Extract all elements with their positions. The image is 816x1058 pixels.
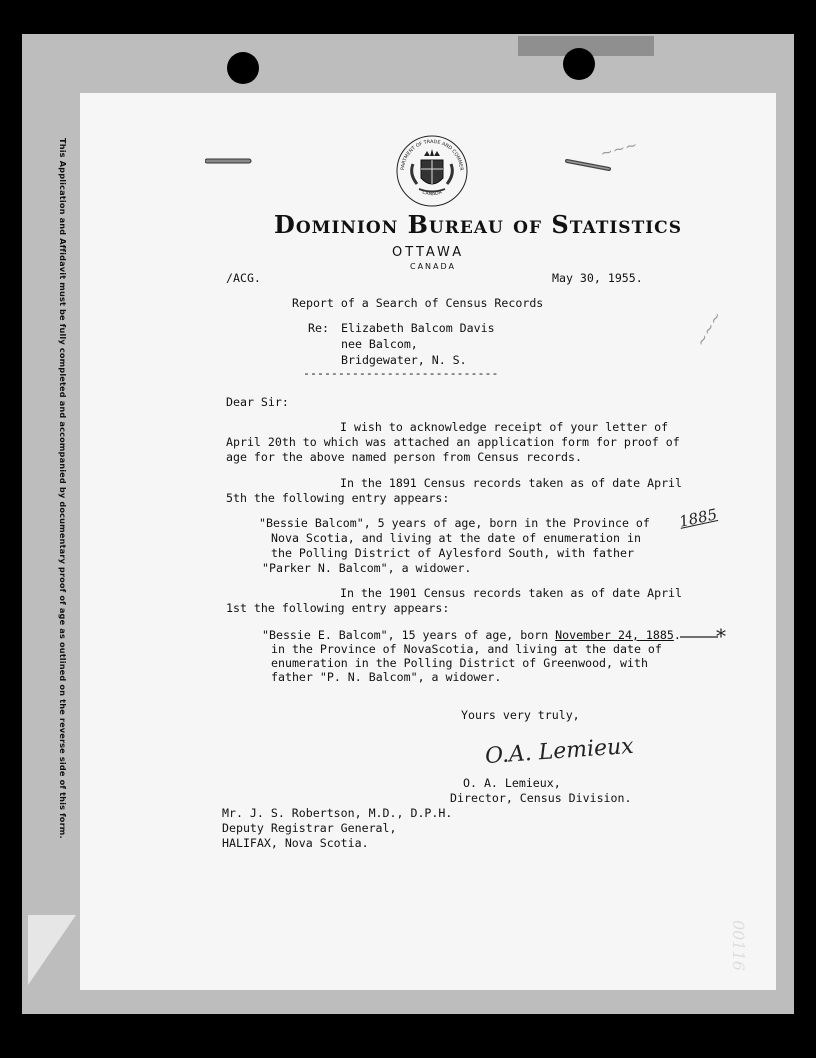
paragraph-3-line-2: 1st the following entry appears: — [226, 601, 450, 615]
crest-arc-label: PARTMENT OF TRADE AND COMMER — [400, 139, 464, 171]
paragraph-1-line-1: I wish to acknowledge receipt of your letter of — [340, 420, 669, 434]
census-1891-line-4: "Parker N. Balcom", a widower. — [262, 561, 472, 575]
re-maiden-name: nee Balcom, — [341, 337, 418, 351]
signer-name: O. A. Lemieux, — [463, 776, 561, 790]
reference-code: /ACG. — [226, 271, 261, 285]
letterhead-organization: Dominion Bureau of Statistics — [274, 210, 682, 239]
paragraph-1-line-3: age for the above named person from Census records. — [226, 450, 582, 464]
subject-line: Report of a Search of Census Records — [292, 296, 544, 310]
letterhead-city: OTTAWA — [392, 245, 465, 260]
paragraph-1-line-2: April 20th to which was attached an application form for proof of — [226, 435, 680, 449]
side-instruction — [58, 138, 72, 868]
staple-mark-right — [565, 158, 611, 172]
census-1901-line-2: in the Province of NovaScotia, and living at the date of — [271, 642, 662, 656]
census-1891-line-2: Nova Scotia, and living at the date of enumeration in — [271, 531, 641, 545]
signer-title: Director, Census Division. — [450, 791, 632, 805]
paragraph-2-line-2: 5th the following entry appears: — [226, 491, 450, 505]
census-1891-line-3: the Polling District of Aylesford South, with father — [271, 546, 634, 560]
letterhead-country: CANADA — [410, 262, 457, 271]
bleed-through-scribble: ~~~ — [691, 308, 727, 350]
census-1891-line-1: "Bessie Balcom", 5 years of age, born in the Province of — [259, 516, 650, 530]
bleed-through-scribble: ~~~ — [598, 135, 640, 163]
letter-date: May 30, 1955. — [552, 271, 643, 285]
crest-emblem — [395, 134, 469, 208]
census-1901-line-1 — [262, 628, 681, 642]
separator-line: ---------------------------- — [303, 366, 499, 380]
re-name: Elizabeth Balcom Davis — [341, 321, 495, 335]
paragraph-2-line-1: In the 1891 Census records taken as of date April — [340, 476, 683, 490]
census-1901-line-1-start: "Bessie E. Balcom", 15 years of age, born — [262, 628, 556, 642]
staple-mark-left — [205, 157, 253, 165]
folded-corner — [28, 915, 76, 985]
side-instruction-text: This Application and Affidavit must be fully completed and accompanied by documentary proof of age as outlined on the reverse side of this form. — [58, 138, 68, 839]
margin-annotation-year: 1885 — [677, 505, 719, 531]
handwritten-underline-extension — [680, 634, 720, 640]
birth-date-underlined: November 24, 1885 — [555, 628, 674, 642]
census-1901-line-3: enumeration in the Polling District of Greenwood, with — [271, 656, 648, 670]
paragraph-3-line-1: In the 1901 Census records taken as of date April — [340, 586, 683, 600]
asterisk-mark: * — [716, 624, 726, 648]
census-1901-line-1-end: . — [673, 628, 681, 642]
closing: Yours very truly, — [461, 708, 580, 722]
re-label: Re: — [308, 321, 329, 335]
salutation: Dear Sir: — [226, 395, 289, 409]
edge-file-mark: 00116 — [729, 920, 748, 971]
recipient-title: Deputy Registrar General, — [222, 821, 397, 835]
recipient-location: HALIFAX, Nova Scotia. — [222, 836, 369, 850]
punch-hole-left — [227, 52, 259, 84]
crest-country-label: CANADA — [421, 190, 443, 198]
census-1901-line-4: father "P. N. Balcom", a widower. — [271, 670, 502, 684]
signature: O.A. Lemieux — [484, 733, 635, 770]
re-location: Bridgewater, N. S. — [341, 353, 467, 367]
recipient-name: Mr. J. S. Robertson, M.D., D.P.H. — [222, 806, 453, 820]
punch-hole-right — [563, 48, 595, 80]
